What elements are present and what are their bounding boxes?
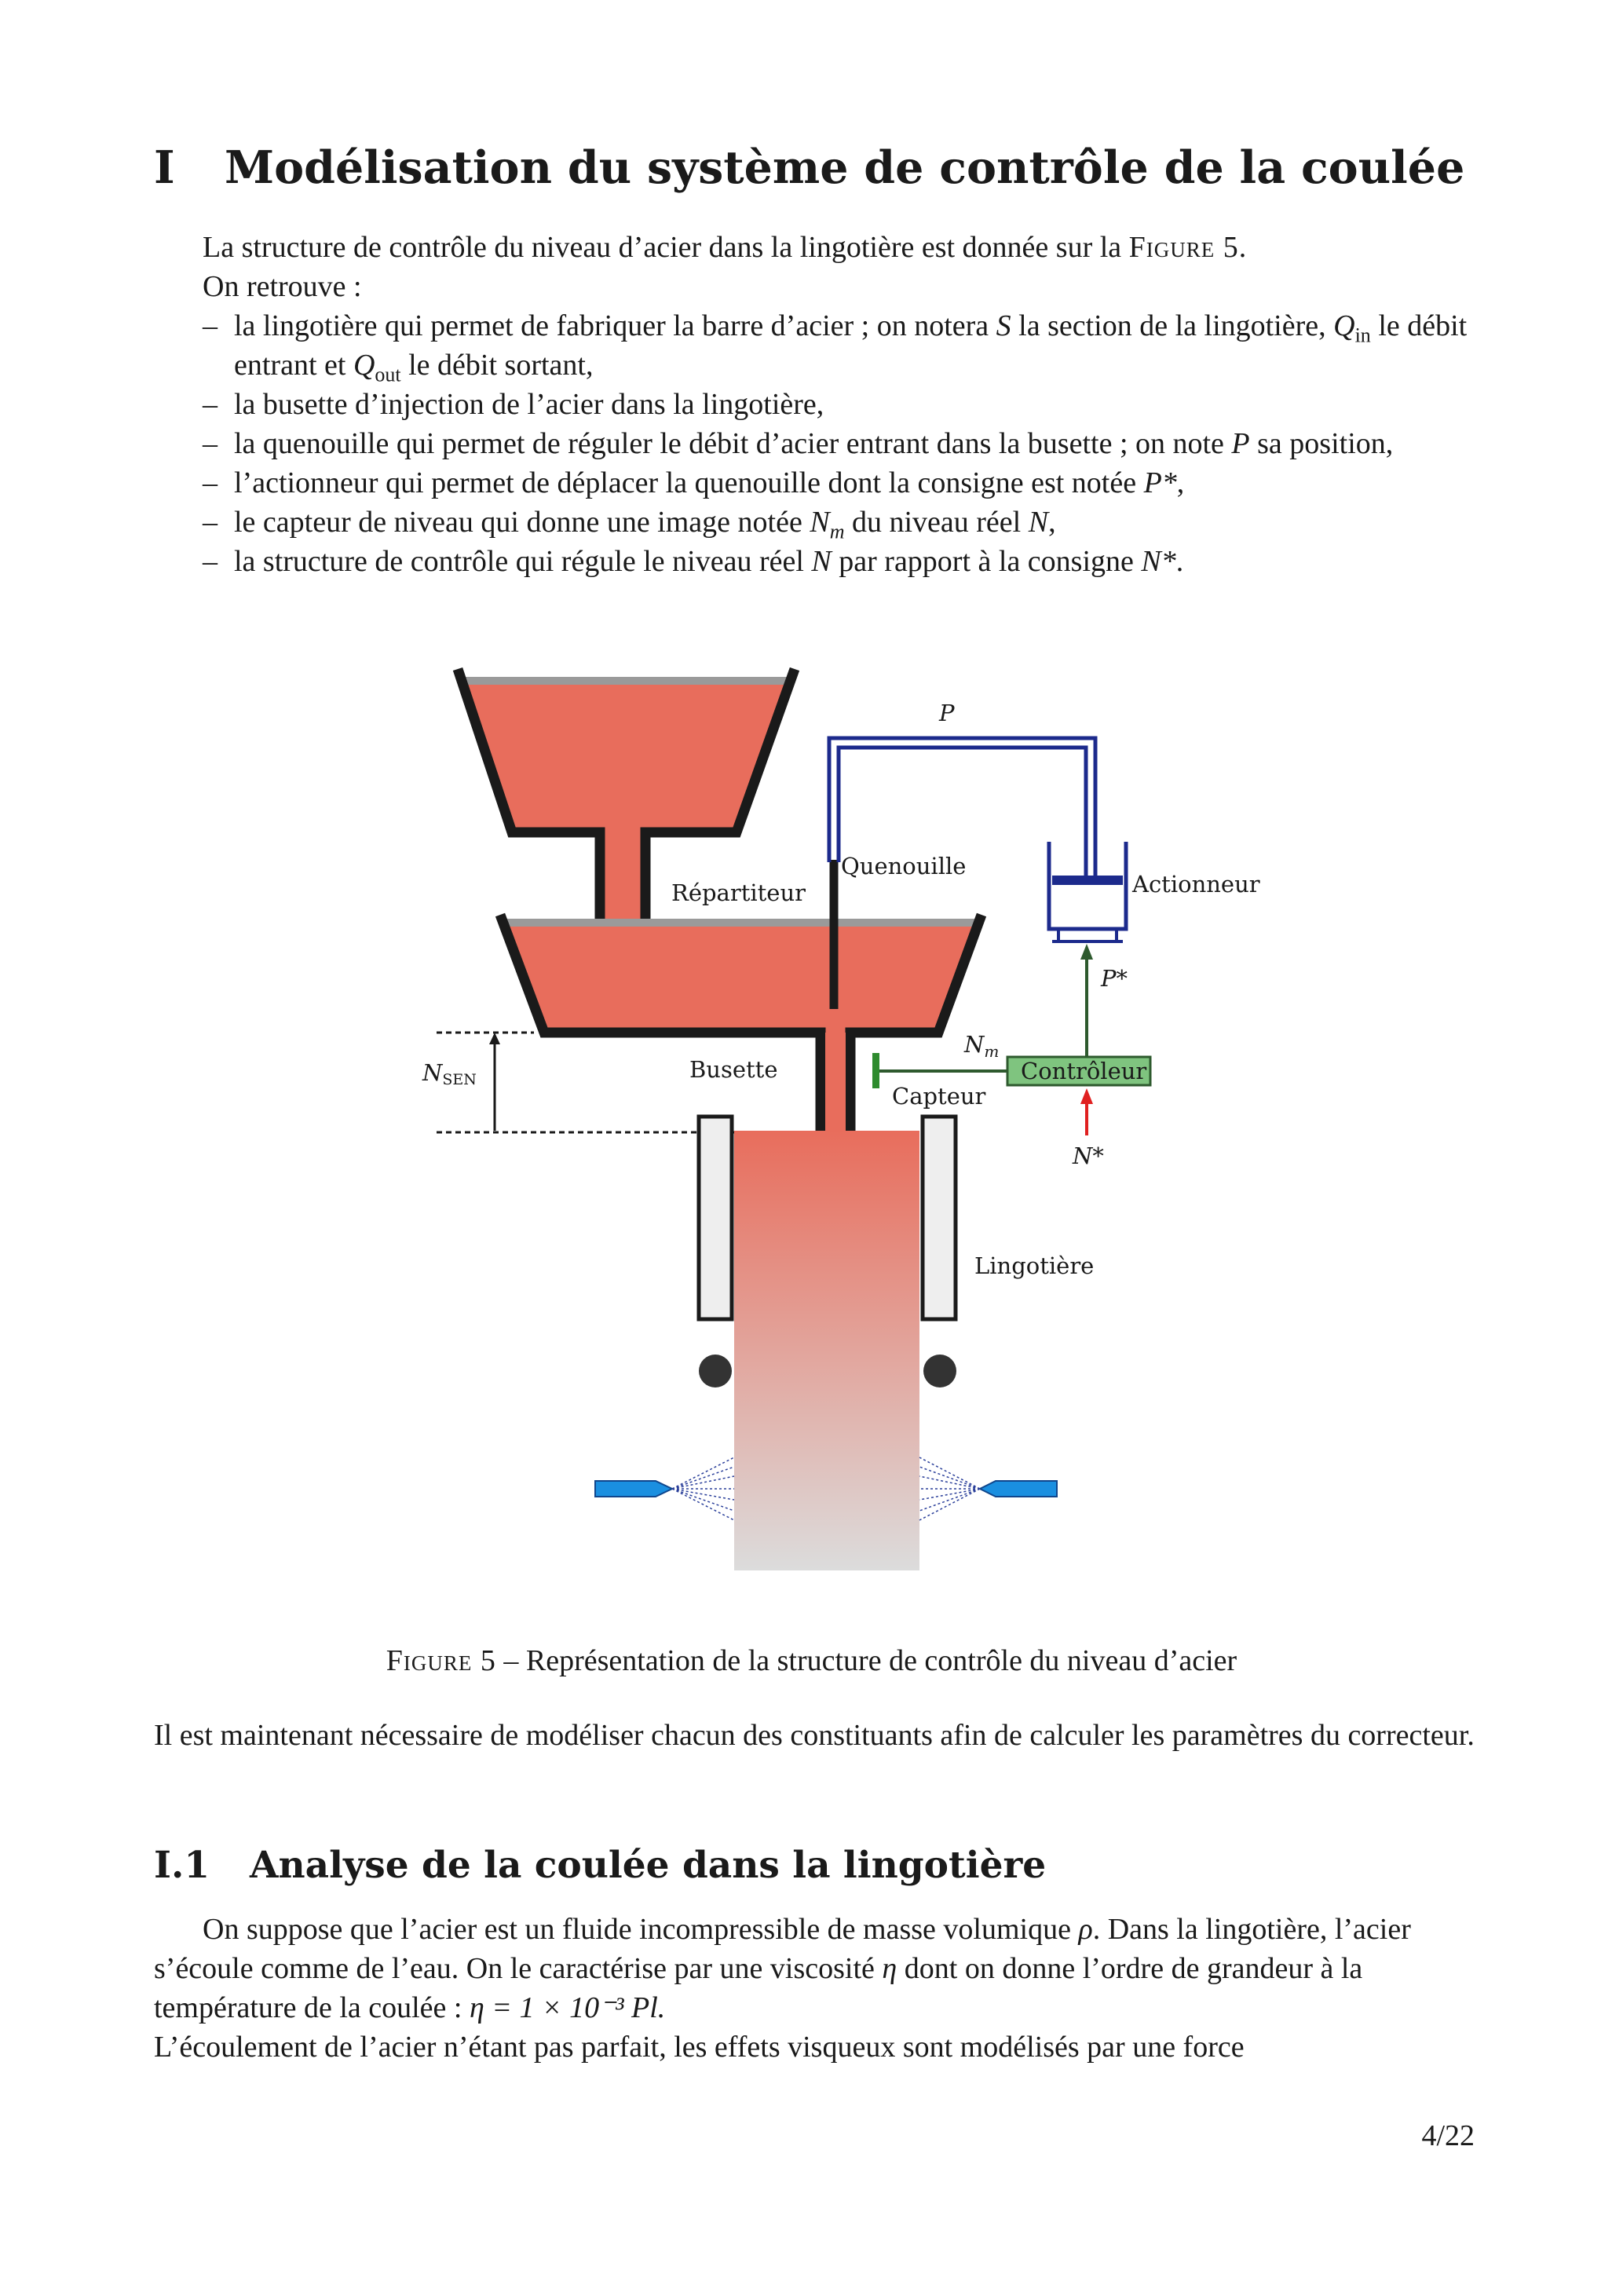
tundish (500, 915, 981, 1146)
list-text: l’actionneur qui permet de déplacer la quenouille dont la consigne est notée (234, 466, 1137, 499)
label-P: P (939, 700, 955, 726)
list-text: sa position, (1257, 427, 1394, 460)
math-var: N (810, 506, 830, 539)
caption-label: Figure 5 (386, 1644, 496, 1677)
list-text: le capteur de niveau qui donne une image notée (234, 506, 802, 539)
list-text: du niveau réel (851, 506, 1022, 539)
label-p-star: P* (1101, 965, 1128, 992)
roller (699, 1355, 732, 1387)
subsection-title: Analyse de la coulée dans la lingotière (250, 1844, 1047, 1887)
subsection-number: I.1 (154, 1844, 210, 1887)
list-text: la structure de contrôle qui régule le niveau réel (234, 545, 804, 578)
roller (923, 1355, 956, 1387)
math-var: N* (1141, 545, 1176, 578)
label-quenouille: Quenouille (841, 853, 967, 879)
list-text: par rapport à la consigne (839, 545, 1134, 578)
label-repartiteur: Répartiteur (671, 879, 806, 906)
subsection-heading (154, 1844, 1046, 1887)
n-star-arrow (1080, 1088, 1093, 1135)
math-var: η (882, 1952, 897, 1985)
caption-text: – Représentation de la structure de contrôle du niveau d’acier (503, 1644, 1237, 1677)
math-var: P (1231, 427, 1250, 460)
list-dash: – (203, 427, 217, 460)
label-n-sen: NSEN (422, 1059, 477, 1088)
label-lingotiere: Lingotière (974, 1252, 1095, 1279)
math-var: N (811, 545, 832, 578)
figure-reference: Figure 5. (1128, 231, 1248, 264)
intro-line1: La structure de contrôle du niveau d’acier dans la lingotière est donnée sur la (203, 231, 1122, 264)
math-var: ρ (1078, 1913, 1093, 1946)
text-span: dont on donne l’ordre de grandeur à la température de la coulée : (154, 1952, 1363, 2024)
math-var: S (996, 309, 1011, 342)
text-span: . Dans la lingotière, l’acier s’écoule comme de l’eau. On le caractérise par une viscosité (154, 1913, 1411, 1985)
list-text: le débit entrant et (234, 309, 1468, 382)
intro-line2: On retrouve : (203, 270, 362, 303)
list-text: la lingotière qui permet de fabriquer la barre d’acier ; on notera (234, 309, 989, 342)
math-sub: m (829, 520, 845, 543)
list-item: – le capteur de niveau qui donne une image notée $N_m$ du niveau réel N, (203, 503, 1475, 542)
label-nm: $N_m$ (964, 1031, 1000, 1061)
label-actionneur: Actionneur (1132, 871, 1260, 898)
equation: η = 1 × 10⁻³ Pl. (469, 1991, 666, 2024)
math-var: P* (1143, 466, 1177, 499)
figure-caption (0, 1643, 1623, 1678)
list-dash: – (203, 506, 217, 539)
section-number: I (154, 141, 175, 194)
paragraph-flow (154, 1910, 1475, 2067)
text-span: On suppose que l’acier est un fluide incompressible de masse volumique (203, 1913, 1071, 1946)
list-dash: – (203, 545, 217, 578)
list-dash: – (203, 466, 217, 499)
section-title: Modélisation du système de contrôle de la coulée (225, 141, 1465, 194)
text-span: L’écoulement de l’acier n’étant pas parfait, les effets visqueux sont modélisés par une force (154, 2031, 1245, 2064)
mold (699, 1117, 956, 1570)
page-number: 4/22 (1421, 2119, 1475, 2152)
list-item: – la structure de contrôle qui régule le niveau réel N par rapport à la consigne N*. (203, 542, 1475, 581)
list-text: le débit sortant, (408, 349, 594, 382)
math-var: N (1028, 506, 1049, 539)
label-busette: Busette (689, 1056, 778, 1083)
math-sub: in (1354, 324, 1371, 347)
list-item: – l’actionneur qui permet de déplacer la quenouille dont la consigne est notée P*, (203, 463, 1475, 503)
p-star-arrow (1080, 944, 1093, 1056)
list-text: la busette d’injection de l’acier dans la lingotière, (234, 388, 824, 421)
spray-nozzle-left (595, 1457, 734, 1520)
paragraph-models: Il est maintenant nécessaire de modéliser chacun des constituants afin de calculer les paramètres du correcteur. (154, 1719, 1475, 1752)
list-dash: – (203, 309, 217, 342)
spray-nozzle-right (919, 1457, 1057, 1520)
list-text: la quenouille qui permet de réguler le débit d’acier entrant dans la busette ; on note (234, 427, 1224, 460)
list-dash: – (203, 388, 217, 421)
list-text: la section de la lingotière, (1018, 309, 1326, 342)
label-n-star: N* (1073, 1143, 1104, 1169)
math-sub: out (375, 363, 401, 386)
label-capteur: Capteur (892, 1083, 986, 1110)
label-controleur: Contrôleur (1021, 1058, 1147, 1084)
math-var: Q (353, 349, 375, 382)
math-var: Q (1333, 309, 1355, 342)
